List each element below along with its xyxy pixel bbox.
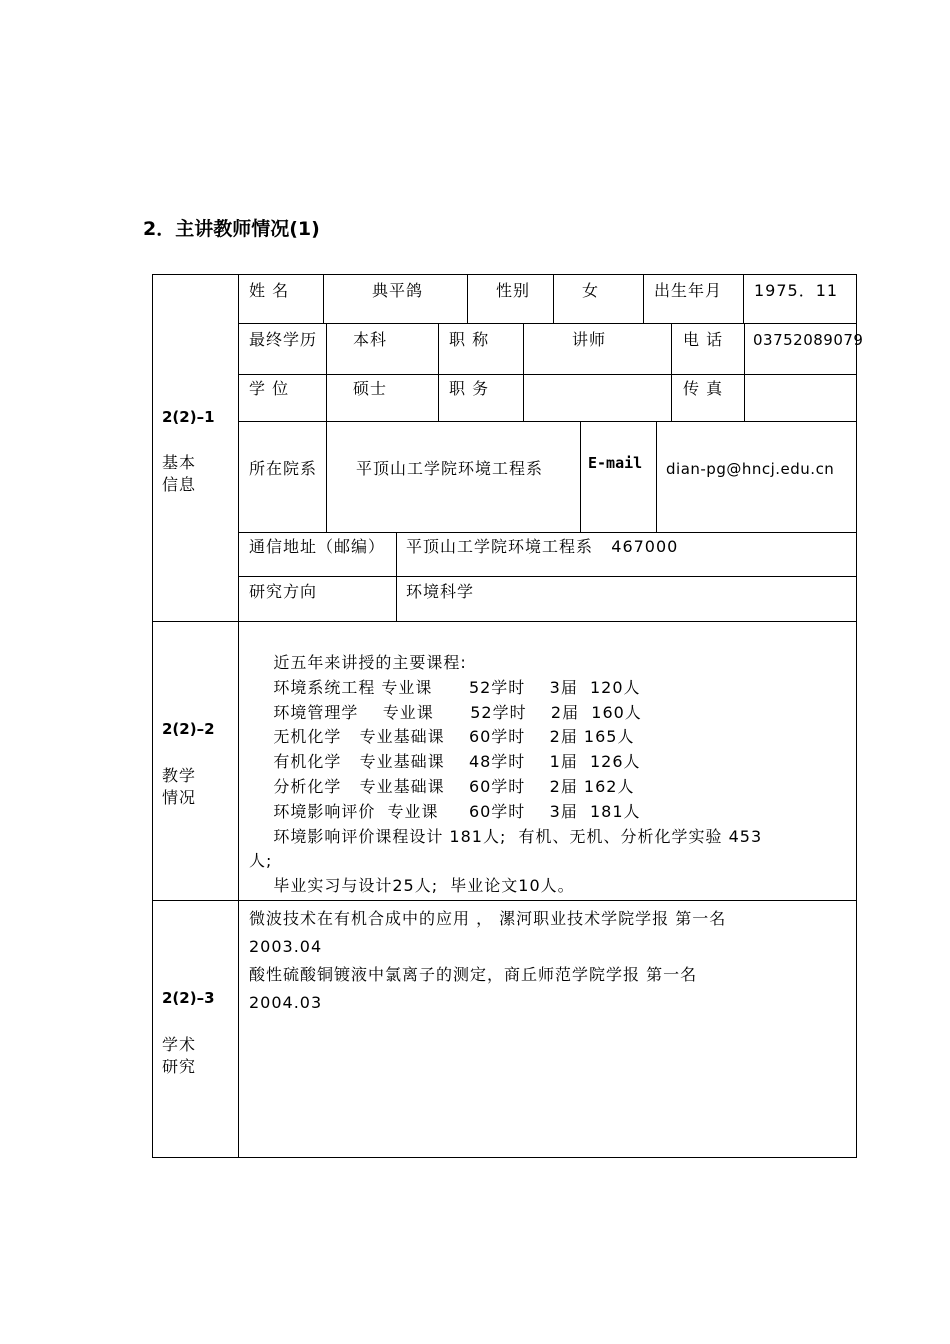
section-label: 基本 信息 xyxy=(162,453,197,494)
gender-value: 女 xyxy=(582,281,600,300)
teaching-line: 有机化学 专业基础课 48学时 1届 126人 xyxy=(249,752,641,772)
cell-divider xyxy=(326,323,327,422)
table-left-border xyxy=(152,274,153,1158)
table-top-border xyxy=(152,274,857,275)
cell-divider xyxy=(643,274,644,324)
paper-title: 微波技术在有机合成中的应用 ， 漯河职业技术学院学报 第一名 xyxy=(249,909,727,928)
teaching-line: 毕业实习与设计25人; 毕业论文10人。 xyxy=(249,876,575,896)
teaching-line: 分析化学 专业基础课 60学时 2届 162人 xyxy=(249,776,635,796)
degree-value: 硕士 xyxy=(353,379,388,398)
section-code: 2(2)–2 xyxy=(162,720,215,738)
cell-divider xyxy=(744,323,745,422)
cell-divider xyxy=(396,532,397,622)
section-code: 2(2)–3 xyxy=(162,989,215,1007)
email-value: dian-pg@hncj.edu.cn xyxy=(666,460,835,478)
phone-value: 03752089079 xyxy=(753,331,864,349)
teaching-line: 环境系统工程 专业课 52学时 3届 120人 xyxy=(249,677,641,697)
name-value: 典平鸽 xyxy=(372,281,424,300)
section-divider xyxy=(238,274,239,1158)
row-separator xyxy=(238,421,857,422)
table-bottom-border xyxy=(152,1157,857,1158)
cell-divider xyxy=(553,274,554,324)
gender-label: 性别 xyxy=(496,281,531,300)
page-title: 2．主讲教师情况(1) xyxy=(143,218,320,240)
cell-divider xyxy=(580,421,581,533)
dept-value: 平顶山工学院环境工程系 xyxy=(356,459,544,478)
paper-title: 酸性硫酸铜镀液中氯离子的测定，商丘师范学院学报 第一名 xyxy=(249,965,698,984)
address-value: 平顶山工学院环境工程系 467000 xyxy=(406,537,679,556)
teaching-line: 环境管理学 专业课 52学时 2届 160人 xyxy=(249,702,642,722)
table-right-border xyxy=(856,274,857,1158)
address-label: 通信地址（邮编） xyxy=(249,537,386,556)
section-label: 教学 情况 xyxy=(162,766,197,807)
section-code: 2(2)–1 xyxy=(162,408,215,426)
birth-label: 出生年月 xyxy=(654,281,723,300)
teaching-line: 环境影响评价 专业课 60学时 3届 181人 xyxy=(249,801,641,821)
teaching-line: 人; xyxy=(249,851,273,871)
cell-divider xyxy=(523,323,524,422)
cell-divider xyxy=(743,274,744,324)
research-label: 研究方向 xyxy=(249,582,318,601)
paper-date: 2003.04 xyxy=(249,937,323,956)
research-content xyxy=(249,905,849,1017)
cell-divider xyxy=(438,323,439,422)
row-separator xyxy=(238,323,857,324)
cell-divider xyxy=(326,421,327,533)
cell-divider xyxy=(467,274,468,324)
cell-divider xyxy=(671,323,672,422)
teaching-line: 近五年来讲授的主要课程: xyxy=(249,653,467,672)
title-value: 讲师 xyxy=(572,330,607,349)
cell-divider xyxy=(656,421,657,533)
title-label: 职 称 xyxy=(449,330,490,349)
row-separator xyxy=(238,374,857,375)
education-label: 最终学历 xyxy=(249,330,318,349)
teaching-content xyxy=(249,651,762,899)
dept-label: 所在院系 xyxy=(249,459,318,478)
name-label: 姓 名 xyxy=(249,281,290,300)
section-separator xyxy=(152,621,857,622)
phone-label: 电 话 xyxy=(683,330,724,349)
email-label: E-mail xyxy=(588,454,643,472)
research-value: 环境科学 xyxy=(406,582,475,601)
section-separator xyxy=(152,900,857,901)
birth-value: 1975．11 xyxy=(754,281,839,300)
position-label: 职 务 xyxy=(449,379,490,398)
cell-divider xyxy=(323,274,324,324)
section-label: 学术 研究 xyxy=(162,1035,197,1076)
row-separator xyxy=(238,532,857,533)
row-separator xyxy=(238,576,857,577)
paper-date: 2004.03 xyxy=(249,993,323,1012)
fax-label: 传 真 xyxy=(683,379,724,398)
teaching-line: 环境影响评价课程设计 181人; 有机、无机、分析化学实验 453 xyxy=(249,826,763,846)
teaching-line: 无机化学 专业基础课 60学时 2届 165人 xyxy=(249,727,635,747)
education-value: 本科 xyxy=(353,330,388,349)
degree-label: 学 位 xyxy=(249,379,290,398)
